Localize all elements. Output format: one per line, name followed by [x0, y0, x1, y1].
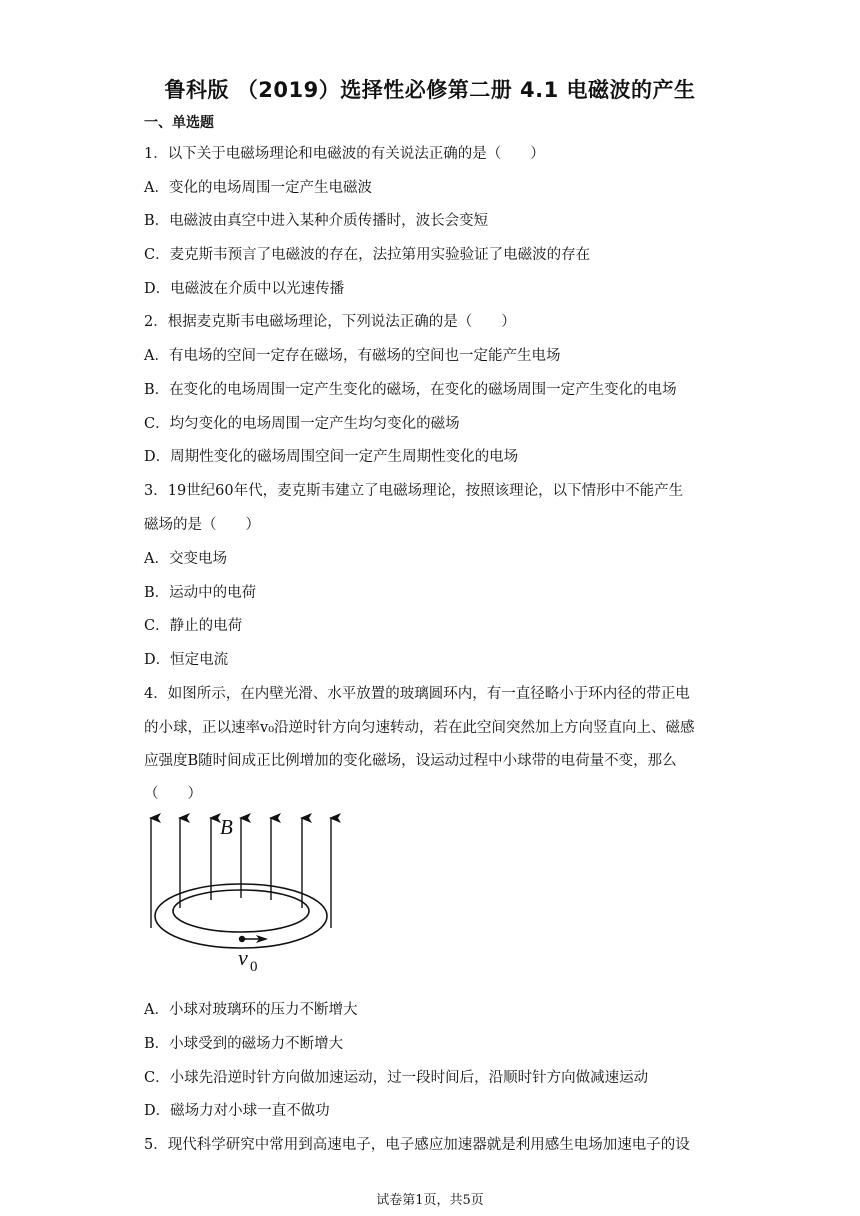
- question-4-stem-line-2: 的小球，正以速率v₀沿逆时针方向匀速转动，若在此空间突然加上方向竖直向上、磁感: [144, 720, 695, 736]
- question-1-stem: 1．以下关于电磁场理论和电磁波的有关说法正确的是（ ）: [144, 146, 545, 162]
- question-5-stem-line-1: 5．现代科学研究中常用到高速电子，电子感应加速器就是利用感生电场加速电子的设: [144, 1137, 690, 1153]
- question-2-stem: 2．根据麦克斯韦电磁场理论，下列说法正确的是（ ）: [144, 314, 516, 330]
- question-1-option-b: B．电磁波由真空中进入某种介质传播时，波长会变短: [144, 213, 489, 229]
- magnetic-field-ring-figure: [138, 812, 348, 982]
- question-3-option-c: C．静止的电荷: [144, 618, 243, 634]
- question-2-option-c: C．均匀变化的电场周围一定产生均匀变化的磁场: [144, 416, 460, 432]
- velocity-label-subscript: 0: [250, 959, 258, 975]
- velocity-label-v: v: [238, 945, 248, 970]
- question-4-option-d: D．磁场力对小球一直不做功: [144, 1103, 330, 1119]
- question-3-option-d: D．恒定电流: [144, 652, 229, 668]
- question-4-option-c: C．小球先沿逆时针方向做加速运动，过一段时间后，沿顺时针方向做减速运动: [144, 1070, 649, 1086]
- section-heading: 一、单选题: [144, 115, 214, 131]
- question-2-option-d: D．周期性变化的磁场周围空间一定产生周期性变化的电场: [144, 449, 519, 465]
- question-3-stem-line-1: 3．19世纪60年代，麦克斯韦建立了电磁场理论，按照该理论，以下情形中不能产生: [144, 483, 684, 499]
- question-4-stem-line-4: （ ）: [144, 786, 202, 802]
- question-3-option-a: A．交变电场: [144, 551, 227, 567]
- page-footer: 试卷第1页，共5页: [376, 1193, 484, 1208]
- field-label-b: B: [220, 815, 233, 839]
- page-title: 鲁科版 （2019）选择性必修第二册 4.1 电磁波的产生: [164, 78, 696, 102]
- question-3-option-b: B．运动中的电荷: [144, 585, 257, 601]
- question-1-option-a: A．变化的电场周围一定产生电磁波: [144, 180, 372, 196]
- question-4-option-b: B．小球受到的磁场力不断增大: [144, 1036, 344, 1052]
- question-2-option-b: B．在变化的电场周围一定产生变化的磁场，在变化的磁场周围一定产生变化的电场: [144, 382, 677, 398]
- question-4-stem-line-1: 4．如图所示，在内壁光滑、水平放置的玻璃圆环内，有一直径略小于环内径的带正电: [144, 686, 690, 702]
- question-4-option-a: A．小球对玻璃环的压力不断增大: [144, 1002, 358, 1018]
- question-1-option-c: C．麦克斯韦预言了电磁波的存在，法拉第用实验验证了电磁波的存在: [144, 247, 591, 263]
- magnetic-field-lines: [151, 818, 331, 928]
- question-2-option-a: A．有电场的空间一定存在磁场，有磁场的空间也一定能产生电场: [144, 348, 561, 364]
- charged-ball: [239, 936, 245, 942]
- question-4-stem-line-3: 应强度B随时间成正比例增加的变化磁场，设运动过程中小球带的电荷量不变，那么: [144, 753, 677, 769]
- question-1-option-d: D．电磁波在介质中以光速传播: [144, 281, 345, 297]
- question-3-stem-line-2: 磁场的是（ ）: [144, 517, 260, 533]
